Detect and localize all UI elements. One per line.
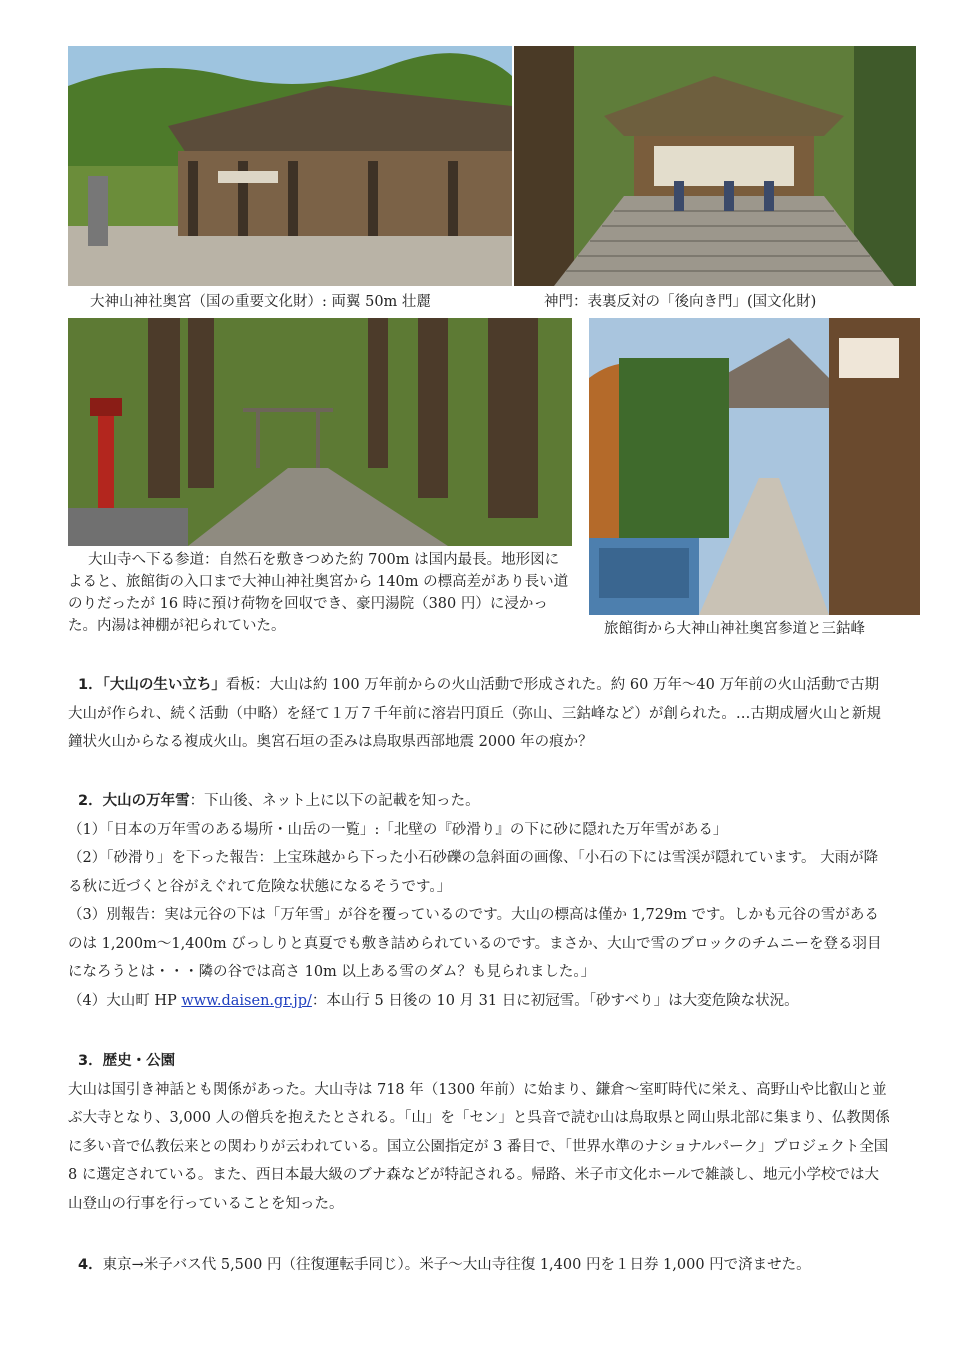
section-2-intro: ：下山後、ネット上に以下の記載を知った。: [189, 793, 480, 809]
section-2-item-2: （2）「砂滑り」を下った報告：上宝珠越から下った小石砂礫の急斜面の画像、「小石の下には雪渓が隠れています。 大雨が降る秋に近づくと谷がえぐれて危険な状態になるそうです。」: [68, 850, 879, 895]
approach-path-photo: [68, 318, 572, 546]
section-cost: [68, 1251, 892, 1280]
section-history: [68, 1047, 892, 1218]
shrine-hall-caption: 大神山神社奥宮（国の重要文化財）: 両翼 50m 壮麗: [90, 294, 431, 310]
shrine-gate-caption: 神門：表裏反対の「後向き門」(国文化財): [544, 294, 817, 310]
inn-street-photo: [589, 318, 920, 615]
section-snow: [68, 787, 892, 1015]
section-2-item-1: （1）「日本の万年雪のある場所・山岳の一覧」:「北壁の『砂滑り』の下に砂に隠れた万年雪がある」: [68, 821, 728, 838]
section-2-number: 2．: [78, 793, 103, 809]
shrine-gate-photo: [514, 46, 916, 286]
section-origin: [68, 671, 892, 757]
section-2-item-3: （3）別報告：実は元谷の下は「万年雪」が谷を覆っているのです。大山の標高は僅か 1,729m です。しかも元谷の雪があるのは 1,200m～1,400m びっしりと真夏でも敷き詰められているのです。まさか、大山で雪のブロックのチムニーを登る羽目になろうとは・・・隣の谷では高さ 10m 以上ある雪のダム？も見られました。」: [68, 907, 882, 980]
section-1-text: 看板：大山は約 100 万年前からの火山活動で形成された。約 60 万年～40 万年前の火山活動で古期大山が作られ、続く活動（中略）を経て１万７千年前に溶岩円頂丘（弥山、三鈷峰など）が創られた。…古期成層火山と新規鐘状火山からなる複成火山。奥宮石垣の歪みは鳥取県西部地震 2000 年の痕か？: [68, 677, 881, 750]
section-1-number: 1．: [78, 677, 103, 693]
section-2-item-4-prefix: （4）大山町 HP: [68, 992, 182, 1009]
inn-street-caption: 旅館街から大神山神社奥宮参道と三鈷峰: [604, 621, 865, 637]
shrine-hall-photo: [68, 46, 512, 286]
section-3-number: 3．: [78, 1053, 103, 1069]
section-2-item-4: [68, 987, 892, 1016]
section-4-number: 4．: [78, 1257, 103, 1273]
section-3-title: 歴史・公園: [102, 1053, 176, 1069]
approach-path-caption: 大山寺へ下る参道：自然石を敷きつめた約 700m は国内最長。地形図によると、旅館街の入口まで大神山神社奥宮から 140m の標高差があり長い道のりだったが 16 時に預け荷物を回収でき、豪円湯院（380 円）に浸かった。内湯は神棚が祀られていた。: [68, 552, 569, 634]
section-2-title: 大山の万年雪: [102, 793, 190, 809]
section-2-item-4-suffix: ：本山行 5 日後の 10 月 31 日に初冠雪。「砂すべり」は大変危険な状況。: [311, 992, 799, 1009]
daisen-town-link[interactable]: www.daisen.gr.jp/: [181, 992, 312, 1009]
section-4-text: 東京→米子バス代 5,500 円（往復運転手同じ）。米子～大山寺往復 1,400 円を１日券 1,000 円で済ませた。: [102, 1257, 811, 1273]
section-3-text: 大山は国引き神話とも関係があった。大山寺は 718 年（1300 年前）に始まり、鎌倉～室町時代に栄え、高野山や比叡山と並ぶ大寺となり、3,000 人の僧兵を抱えたとされる。「山」を「セン」と呉音で読む山は鳥取県と岡山県北部に集まり、仏教関係に多い音で仏教伝来との関わりが云われている。国立公園指定が 3 番目で、「世界水準のナショナルパーク」プロジェクト全国 8 に選定されている。また、西日本最大級のブナ森などが特記される。帰路、米子市文化ホールで雑談し、地元小学校では大山登山の行事を行っていることを知った。: [68, 1081, 890, 1212]
section-1-title: 「大山の生い立ち」: [102, 677, 226, 693]
